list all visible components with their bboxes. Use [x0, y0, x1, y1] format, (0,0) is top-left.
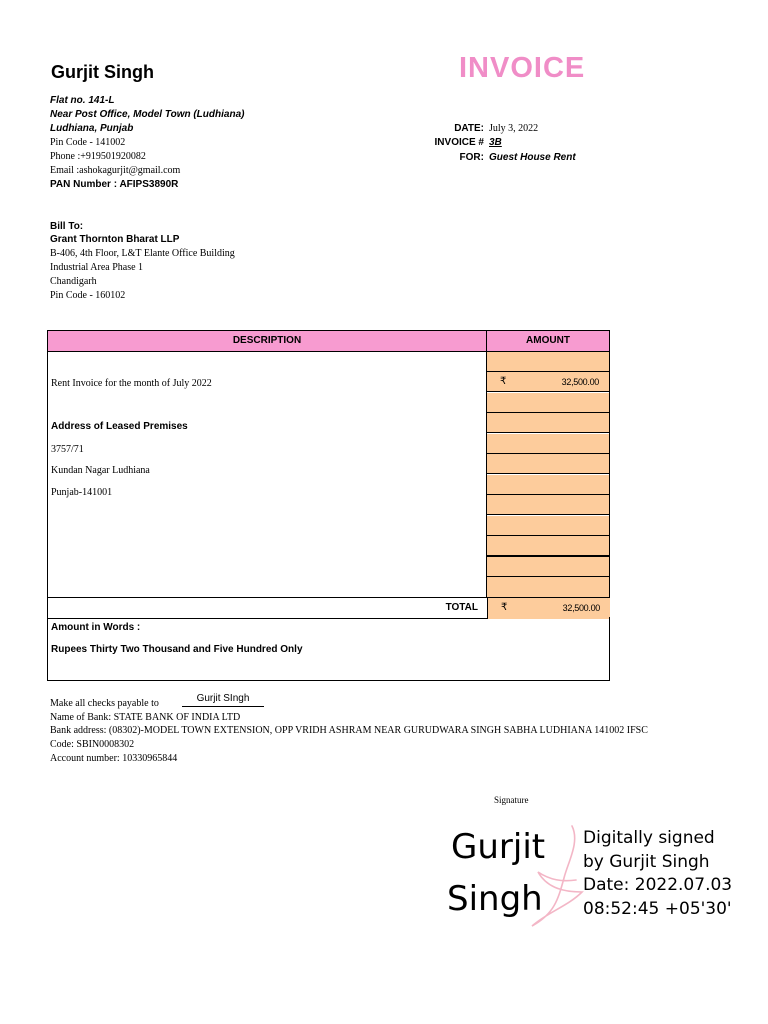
table-frame [47, 330, 610, 619]
premises-line3: Punjab-141001 [51, 487, 113, 498]
description-column [48, 352, 487, 597]
amount-in-words-value: Rupees Thirty Two Thousand and Five Hundred Only [51, 644, 303, 655]
signature-label: Signature [494, 795, 529, 805]
amount-in-words-box [47, 617, 610, 681]
for-value: Guest House Rent [489, 152, 576, 163]
premises-label: Address of Leased Premises [51, 421, 188, 432]
bank-name: Name of Bank: STATE BANK OF INDIA LTD [50, 712, 241, 723]
bank-address-line1: Bank address: (08302)-MODEL TOWN EXTENSION, OPP VRIDH ASHRAM NEAR GURUDWARA SINGH SABHA LUDHIANA 141002 IFSC [50, 725, 648, 736]
digital-signature-line4: 08:52:45 +05'30' [583, 899, 732, 919]
amount-cell [487, 454, 609, 474]
date-value: July 3, 2022 [489, 123, 539, 134]
total-row [48, 597, 609, 619]
bill-to-pin: Pin Code - 160102 [50, 290, 126, 301]
seller-address-line2: Near Post Office, Model Town (Ludhiana) [50, 109, 245, 120]
seller-pin: Pin Code - 141002 [50, 137, 126, 148]
payable-label: Make all checks payable to [50, 698, 159, 709]
seller-pan: PAN Number : AFIPS3890R [50, 179, 179, 190]
date-label: DATE: [454, 123, 484, 134]
digital-signature-line3: Date: 2022.07.03 [583, 875, 733, 895]
signature-name-line2: Singh [447, 879, 543, 919]
seller-address-line1: Flat no. 141-L [50, 95, 115, 106]
account-number: Account number: 10330965844 [50, 753, 178, 764]
total-amount: 32,500.00 [562, 603, 600, 613]
premises-line2: Kundan Nagar Ludhiana [51, 465, 150, 476]
amount-cell [487, 475, 609, 495]
digital-signature-line1: Digitally signed [583, 828, 715, 848]
premises-line1: 3757/71 [51, 444, 84, 455]
total-label: TOTAL [445, 602, 478, 613]
total-amount-cell [487, 598, 610, 619]
bill-to-line3: Chandigarh [50, 276, 97, 287]
invoice-number-value: 3B [489, 137, 502, 148]
for-label: FOR: [459, 152, 484, 163]
invoice-title: INVOICE [459, 52, 586, 84]
invoice-table [47, 330, 610, 682]
line-item-description: Rent Invoice for the month of July 2022 [51, 378, 212, 389]
bill-to-line1: B-406, 4th Floor, L&T Elante Office Building [50, 248, 235, 259]
seller-email: Email :ashokagurjit@gmail.com [50, 165, 181, 176]
amount-cell-item [487, 372, 609, 392]
amount-cell [487, 495, 609, 515]
amount-cell [487, 557, 609, 577]
amount-cell [487, 434, 609, 454]
amount-in-words-label: Amount in Words : [51, 622, 141, 633]
digital-signature-line2: by Gurjit Singh [583, 852, 710, 872]
bill-to-line2: Industrial Area Phase 1 [50, 262, 144, 273]
description-header: DESCRIPTION [48, 331, 487, 352]
seller-phone: Phone :+919501920082 [50, 151, 146, 162]
item-amount: 32,500.00 [561, 377, 599, 387]
amount-cell [487, 577, 609, 597]
seller-name: Gurjit Singh [51, 62, 154, 82]
amount-cell [487, 352, 609, 372]
amount-cell [487, 516, 609, 537]
bill-to-name: Grant Thornton Bharat LLP [50, 234, 180, 245]
seller-address-line3: Ludhiana, Punjab [50, 123, 134, 134]
amount-column [487, 352, 609, 597]
amount-cell [487, 393, 609, 413]
bill-to-label: Bill To: [50, 221, 84, 232]
payable-name: Gurjit SIngh [182, 692, 264, 707]
signature-name-line1: Gurjit [451, 827, 546, 867]
amount-header: AMOUNT [487, 331, 609, 352]
bank-address-line2: Code: SBIN0008302 [50, 739, 135, 750]
amount-cell [487, 536, 609, 557]
amount-cell [487, 413, 609, 433]
item-currency: ₹ [500, 376, 507, 387]
total-currency: ₹ [501, 602, 508, 613]
invoice-number-label: INVOICE # [434, 137, 484, 148]
